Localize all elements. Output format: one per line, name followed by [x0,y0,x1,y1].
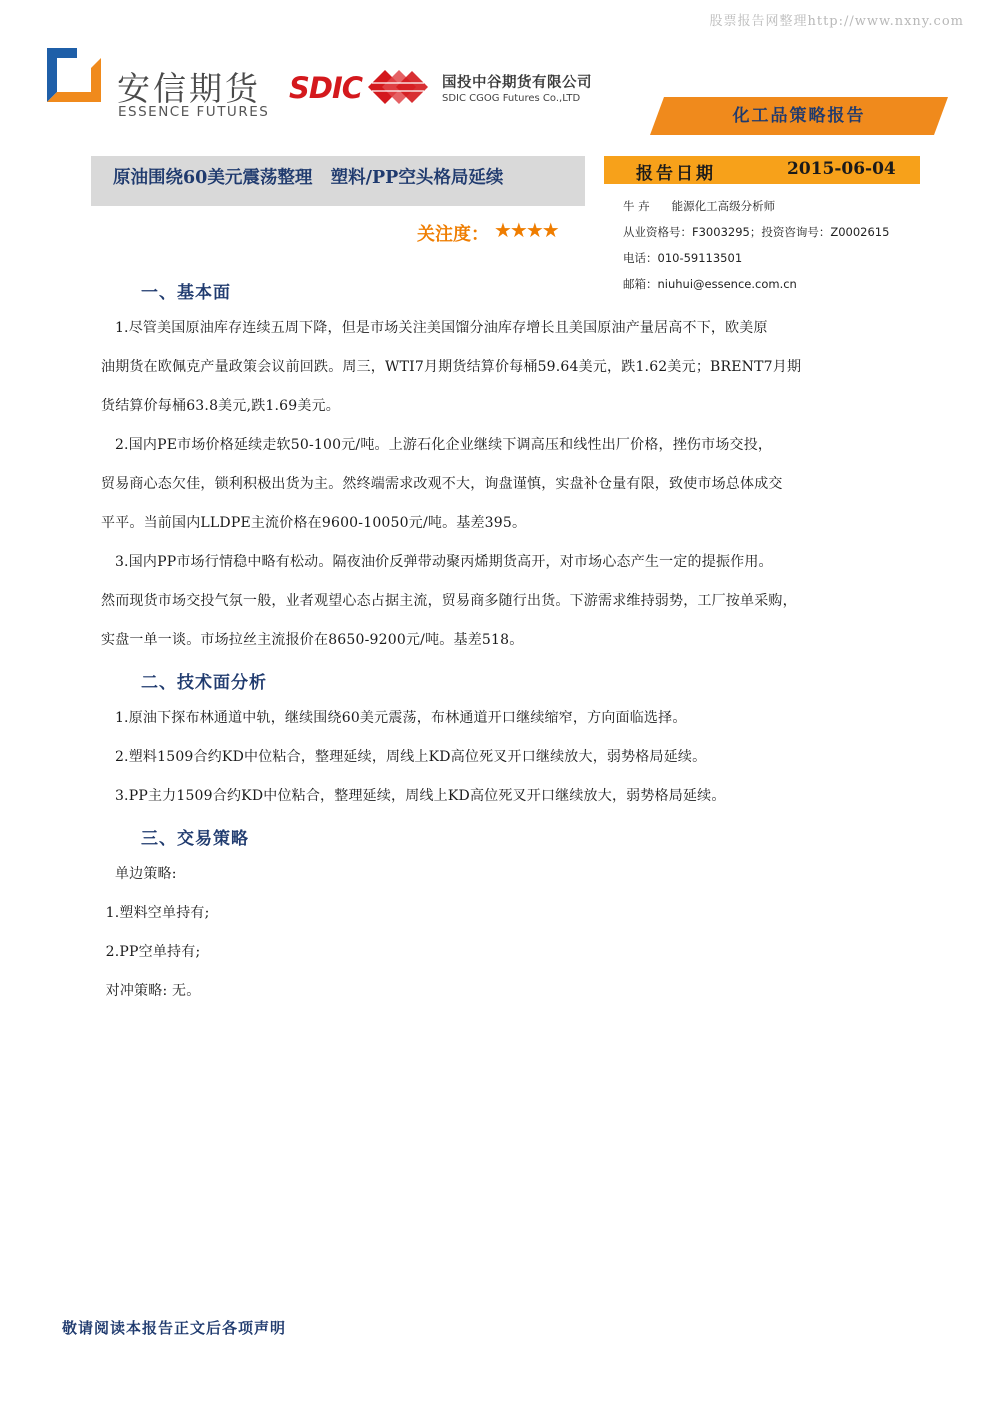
body-line: 平平。当前国内LLDPE主流价格在9600-10050元/吨。基差395。 [101,515,527,531]
watermark-text: 股票报告网整理http://www.nxny.com [709,14,964,29]
essence-logo-icon [47,48,105,102]
analyst-name: 牛 卉 能源化工高级分析师 [623,199,776,213]
report-title: 原油围绕60美元震荡整理 塑料/PP空头格局延续 [113,168,504,188]
body-line: 贸易商心态欠佳，锁利积极出货为主。然终端需求改观不大，询盘谨慎，实盘补仓量有限，致使市场总体成交 [101,476,783,492]
sdic-brand-en: SDIC CGOG Futures Co.,LTD [442,93,581,104]
sdic-brand-cn: 国投中谷期货有限公司 [442,75,592,91]
body-line: 对冲策略: 无。 [101,983,201,999]
body-line: 货结算价每桶63.8美元,跌1.69美元。 [101,398,340,414]
body-line: 然而现货市场交投气氛一般，业者观望心态占据主流，贸易商多随行出货。下游需求维持弱势，工厂按单采购， [101,593,797,609]
section-heading-technical: 二、技术面分析 [141,673,267,693]
analyst-cert: 从业资格号：F3003295；投资咨询号：Z0002615 [623,225,890,239]
attention-stars: ★★★★ [494,218,558,242]
body-line: 3.国内PP市场行情稳中略有松动。隔夜油价反弹带动聚丙烯期货高开，对市场心态产生一定的提振作用。 [101,554,773,570]
analyst-email: 邮箱：niuhui@essence.com.cn [623,277,797,291]
disclaimer-footer: 敬请阅读本报告正文后各项声明 [62,1319,287,1337]
sdic-diamond-icon [368,70,428,104]
date-label: 报告日期 [636,164,716,184]
body-line: 2.PP空单持有; [101,944,201,960]
attention-label: 关注度： [417,224,489,245]
report-type: 化工品策略报告 [732,106,866,126]
body-line: 1.原油下探布林通道中轨，继续围绕60美元震荡，布林通道开口继续缩窄，方向面临选择。 [101,710,687,726]
section-heading-fundamentals: 一、基本面 [141,283,231,303]
essence-brand-cn: 安信期货 [117,69,261,108]
body-line: 油期货在欧佩克产量政策会议前回跌。周三，WTI7月期货结算价每桶59.64美元，跌1.62美元；BRENT7月期 [101,359,802,375]
analyst-phone: 电话：010-59113501 [623,251,743,265]
body-line: 1.塑料空单持有; [101,905,210,921]
sdic-brand-word: SDIC [289,71,363,105]
section-heading-strategy: 三、交易策略 [141,829,249,849]
body-line: 实盘一单一谈。市场拉丝主流报价在8650-9200元/吨。基差518。 [101,632,524,648]
body-line: 2.国内PE市场价格延续走软50-100元/吨。上游石化企业继续下调高压和线性出厂价格，挫伤市场交投， [101,437,773,453]
body-line: 2.塑料1509合约KD中位粘合，整理延续，周线上KD高位死叉开口继续放大，弱势格局延续。 [101,749,707,765]
body-line: 1.尽管美国原油库存连续五周下降，但是市场关注美国馏分油库存增长且美国原油产量居高不下，欧美原 [101,320,768,336]
body-line: 3.PP主力1509合约KD中位粘合，整理延续，周线上KD高位死叉开口继续放大，弱势格局延续。 [101,788,726,804]
essence-brand-en: ESSENCE FUTURES [118,104,270,120]
date-value: 2015-06-04 [787,159,896,179]
body-line: 单边策略: [101,866,177,882]
